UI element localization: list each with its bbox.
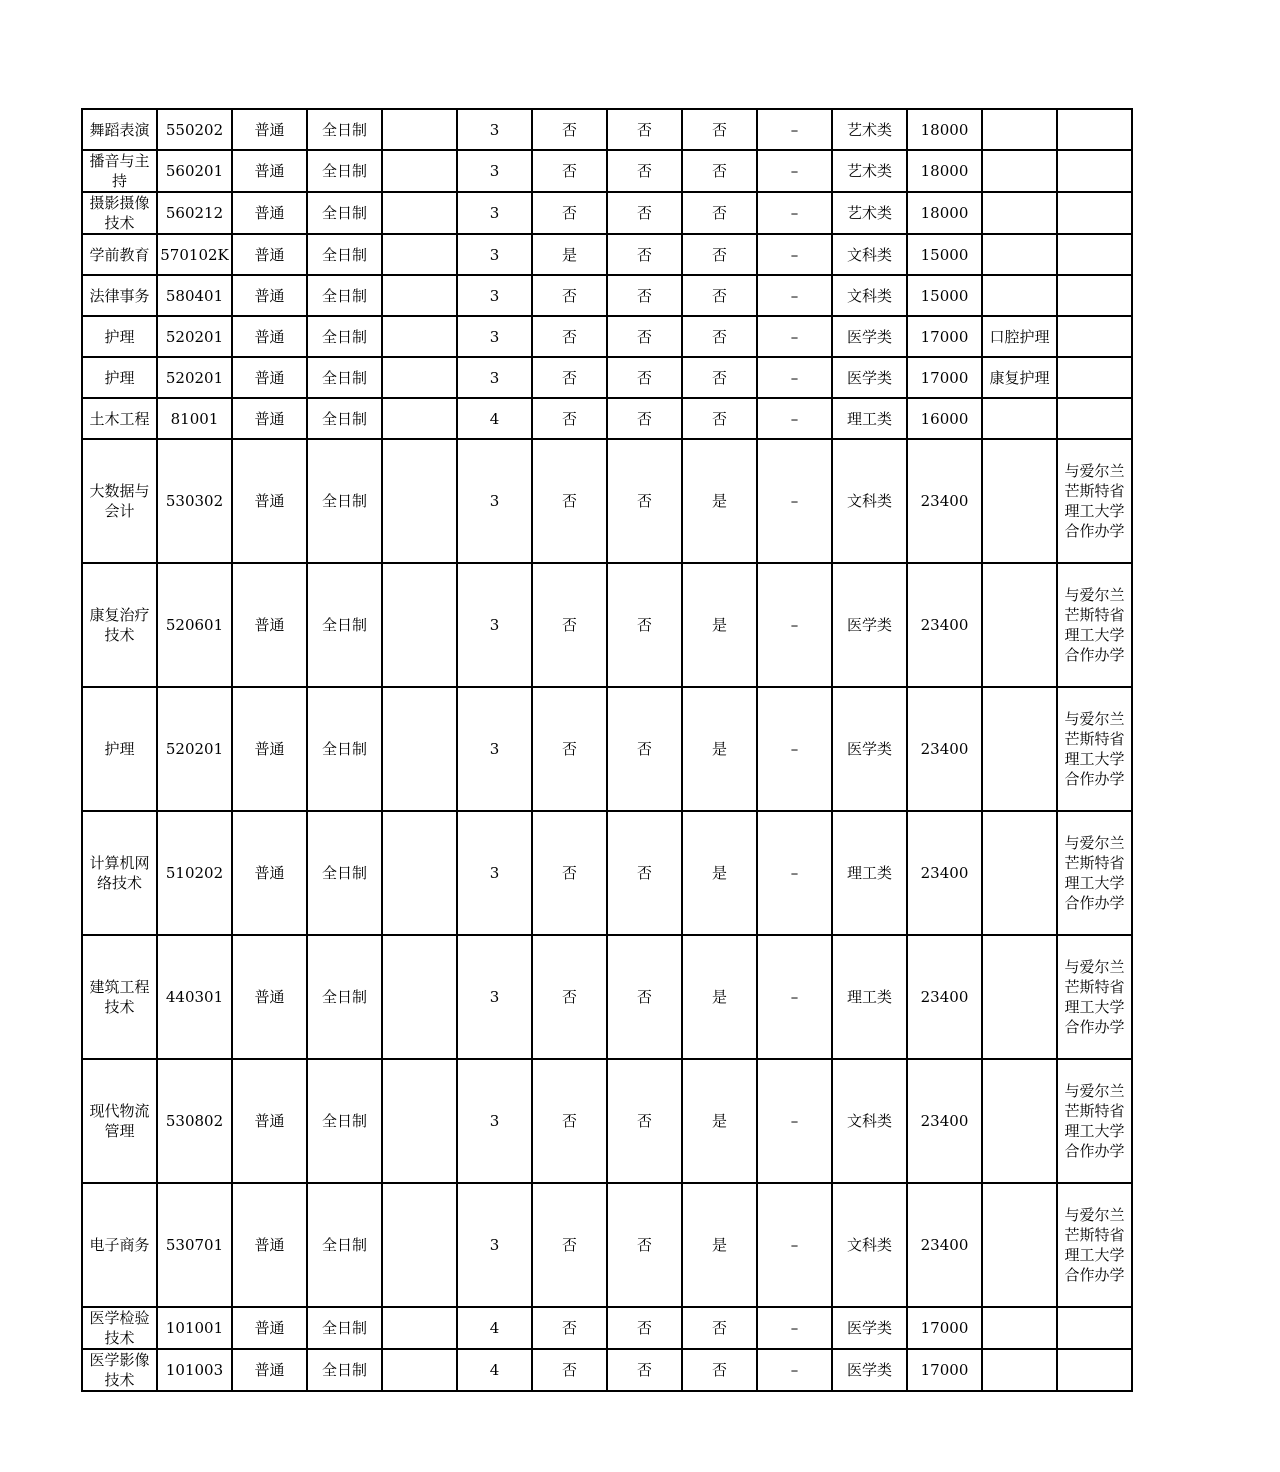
table-row [82,1059,1132,1183]
subject-category-cell: 文科类 [832,439,907,563]
dash-column-cell: – [757,687,832,811]
subject-category-cell: 理工类 [832,398,907,439]
program-table [81,108,1133,1392]
duration-years-cell: 3 [457,935,532,1059]
remark-cell: 与爱尔兰芒斯特省理工大学合作办学 [1057,1059,1132,1183]
remark-cell [1057,398,1132,439]
direction-cell [982,1183,1057,1307]
table-row [82,109,1132,150]
major-name-cell: 摄影摄像技术 [82,192,157,234]
tuition-fee-cell: 18000 [907,192,982,234]
major-code-cell: 530802 [157,1059,232,1183]
flag-a-cell: 否 [532,811,607,935]
direction-cell: 口腔护理 [982,316,1057,357]
major-code-cell: 570102K [157,234,232,275]
flag-b-cell: 否 [607,1349,682,1391]
education-type-cell: 普通 [232,1307,307,1349]
dash-column-cell: – [757,150,832,192]
tuition-fee-cell: 23400 [907,439,982,563]
flag-a-cell: 否 [532,150,607,192]
remark-cell [1057,1349,1132,1391]
study-mode-cell: 全日制 [307,275,382,316]
duration-years-cell: 3 [457,1183,532,1307]
study-mode-cell: 全日制 [307,192,382,234]
cooperation-flag-cell: 是 [682,935,757,1059]
flag-b-cell: 否 [607,316,682,357]
major-code-cell: 510202 [157,811,232,935]
remark-cell: 与爱尔兰芒斯特省理工大学合作办学 [1057,811,1132,935]
direction-cell [982,687,1057,811]
duration-years-cell: 3 [457,316,532,357]
dash-column-cell: – [757,109,832,150]
duration-years-cell: 3 [457,150,532,192]
education-type-cell: 普通 [232,192,307,234]
flag-b-cell: 否 [607,1183,682,1307]
blank-column-cell [382,316,457,357]
major-name-cell: 护理 [82,687,157,811]
major-name-cell: 舞蹈表演 [82,109,157,150]
blank-column-cell [382,1349,457,1391]
study-mode-cell: 全日制 [307,687,382,811]
remark-cell: 与爱尔兰芒斯特省理工大学合作办学 [1057,687,1132,811]
blank-column-cell [382,1059,457,1183]
study-mode-cell: 全日制 [307,1059,382,1183]
major-name-cell: 康复治疗技术 [82,563,157,687]
table-row [82,563,1132,687]
flag-b-cell: 否 [607,357,682,398]
major-name-cell: 电子商务 [82,1183,157,1307]
subject-category-cell: 文科类 [832,234,907,275]
table-row [82,398,1132,439]
dash-column-cell: – [757,1349,832,1391]
tuition-fee-cell: 18000 [907,109,982,150]
study-mode-cell: 全日制 [307,1349,382,1391]
dash-column-cell: – [757,1059,832,1183]
direction-cell [982,234,1057,275]
tuition-fee-cell: 23400 [907,687,982,811]
major-code-cell: 550202 [157,109,232,150]
tuition-fee-cell: 16000 [907,398,982,439]
flag-b-cell: 否 [607,1059,682,1183]
remark-cell: 与爱尔兰芒斯特省理工大学合作办学 [1057,439,1132,563]
blank-column-cell [382,439,457,563]
remark-cell: 与爱尔兰芒斯特省理工大学合作办学 [1057,1183,1132,1307]
flag-b-cell: 否 [607,439,682,563]
major-name-cell: 播音与主持 [82,150,157,192]
duration-years-cell: 3 [457,275,532,316]
blank-column-cell [382,234,457,275]
tuition-fee-cell: 23400 [907,811,982,935]
direction-cell [982,398,1057,439]
study-mode-cell: 全日制 [307,935,382,1059]
dash-column-cell: – [757,316,832,357]
duration-years-cell: 4 [457,1307,532,1349]
cooperation-flag-cell: 是 [682,1059,757,1183]
direction-cell [982,192,1057,234]
direction-cell: 康复护理 [982,357,1057,398]
education-type-cell: 普通 [232,109,307,150]
major-name-cell: 大数据与会计 [82,439,157,563]
remark-cell [1057,109,1132,150]
direction-cell [982,935,1057,1059]
cooperation-flag-cell: 否 [682,1307,757,1349]
blank-column-cell [382,1307,457,1349]
tuition-fee-cell: 17000 [907,1349,982,1391]
cooperation-flag-cell: 是 [682,687,757,811]
cooperation-flag-cell: 否 [682,150,757,192]
subject-category-cell: 医学类 [832,687,907,811]
remark-cell [1057,150,1132,192]
dash-column-cell: – [757,1307,832,1349]
education-type-cell: 普通 [232,811,307,935]
cooperation-flag-cell: 否 [682,109,757,150]
blank-column-cell [382,398,457,439]
education-type-cell: 普通 [232,275,307,316]
major-code-cell: 560201 [157,150,232,192]
major-code-cell: 580401 [157,275,232,316]
cooperation-flag-cell: 是 [682,439,757,563]
table-row [82,1307,1132,1349]
education-type-cell: 普通 [232,687,307,811]
duration-years-cell: 3 [457,234,532,275]
blank-column-cell [382,192,457,234]
remark-cell [1057,1307,1132,1349]
flag-a-cell: 否 [532,1183,607,1307]
major-name-cell: 建筑工程技术 [82,935,157,1059]
table-row [82,234,1132,275]
cooperation-flag-cell: 是 [682,563,757,687]
duration-years-cell: 3 [457,357,532,398]
cooperation-flag-cell: 是 [682,1183,757,1307]
tuition-fee-cell: 23400 [907,1183,982,1307]
table-row [82,1183,1132,1307]
major-code-cell: 520201 [157,687,232,811]
cooperation-flag-cell: 否 [682,234,757,275]
cooperation-flag-cell: 否 [682,316,757,357]
study-mode-cell: 全日制 [307,1183,382,1307]
major-name-cell: 医学影像技术 [82,1349,157,1391]
subject-category-cell: 艺术类 [832,109,907,150]
subject-category-cell: 理工类 [832,935,907,1059]
major-code-cell: 101001 [157,1307,232,1349]
tuition-fee-cell: 23400 [907,935,982,1059]
flag-b-cell: 否 [607,192,682,234]
subject-category-cell: 文科类 [832,1183,907,1307]
major-name-cell: 法律事务 [82,275,157,316]
dash-column-cell: – [757,1183,832,1307]
education-type-cell: 普通 [232,1183,307,1307]
flag-b-cell: 否 [607,687,682,811]
education-type-cell: 普通 [232,563,307,687]
major-code-cell: 81001 [157,398,232,439]
tuition-fee-cell: 15000 [907,275,982,316]
blank-column-cell [382,563,457,687]
direction-cell [982,563,1057,687]
cooperation-flag-cell: 否 [682,398,757,439]
remark-cell: 与爱尔兰芒斯特省理工大学合作办学 [1057,935,1132,1059]
tuition-fee-cell: 23400 [907,563,982,687]
study-mode-cell: 全日制 [307,439,382,563]
major-name-cell: 计算机网络技术 [82,811,157,935]
subject-category-cell: 理工类 [832,811,907,935]
direction-cell [982,439,1057,563]
tuition-fee-cell: 23400 [907,1059,982,1183]
direction-cell [982,150,1057,192]
major-code-cell: 440301 [157,935,232,1059]
major-name-cell: 学前教育 [82,234,157,275]
flag-a-cell: 否 [532,192,607,234]
tuition-fee-cell: 15000 [907,234,982,275]
duration-years-cell: 3 [457,687,532,811]
blank-column-cell [382,150,457,192]
subject-category-cell: 文科类 [832,1059,907,1183]
education-type-cell: 普通 [232,1059,307,1183]
study-mode-cell: 全日制 [307,398,382,439]
table-row [82,439,1132,563]
flag-b-cell: 否 [607,275,682,316]
table-row [82,935,1132,1059]
major-code-cell: 101003 [157,1349,232,1391]
flag-a-cell: 否 [532,563,607,687]
remark-cell: 与爱尔兰芒斯特省理工大学合作办学 [1057,563,1132,687]
blank-column-cell [382,109,457,150]
education-type-cell: 普通 [232,357,307,398]
education-type-cell: 普通 [232,150,307,192]
table-row [82,316,1132,357]
subject-category-cell: 艺术类 [832,150,907,192]
remark-cell [1057,234,1132,275]
flag-b-cell: 否 [607,563,682,687]
flag-a-cell: 否 [532,1349,607,1391]
duration-years-cell: 3 [457,1059,532,1183]
tuition-fee-cell: 17000 [907,357,982,398]
flag-a-cell: 否 [532,109,607,150]
major-code-cell: 530701 [157,1183,232,1307]
subject-category-cell: 医学类 [832,357,907,398]
major-name-cell: 护理 [82,357,157,398]
flag-a-cell: 否 [532,687,607,811]
dash-column-cell: – [757,563,832,687]
table-row [82,357,1132,398]
dash-column-cell: – [757,192,832,234]
study-mode-cell: 全日制 [307,150,382,192]
blank-column-cell [382,935,457,1059]
flag-b-cell: 否 [607,811,682,935]
subject-category-cell: 医学类 [832,1307,907,1349]
table-row [82,150,1132,192]
study-mode-cell: 全日制 [307,563,382,687]
duration-years-cell: 3 [457,811,532,935]
table-row [82,275,1132,316]
blank-column-cell [382,811,457,935]
study-mode-cell: 全日制 [307,811,382,935]
blank-column-cell [382,357,457,398]
education-type-cell: 普通 [232,316,307,357]
major-name-cell: 护理 [82,316,157,357]
flag-b-cell: 否 [607,398,682,439]
table-row [82,687,1132,811]
direction-cell [982,1349,1057,1391]
subject-category-cell: 医学类 [832,563,907,687]
blank-column-cell [382,1183,457,1307]
tuition-fee-cell: 17000 [907,1307,982,1349]
flag-a-cell: 否 [532,439,607,563]
major-code-cell: 520201 [157,357,232,398]
major-name-cell: 现代物流管理 [82,1059,157,1183]
flag-a-cell: 否 [532,357,607,398]
flag-a-cell: 否 [532,1059,607,1183]
major-code-cell: 520201 [157,316,232,357]
study-mode-cell: 全日制 [307,109,382,150]
tuition-fee-cell: 17000 [907,316,982,357]
major-code-cell: 520601 [157,563,232,687]
flag-b-cell: 否 [607,109,682,150]
flag-a-cell: 否 [532,1307,607,1349]
blank-column-cell [382,687,457,811]
duration-years-cell: 4 [457,1349,532,1391]
direction-cell [982,1059,1057,1183]
subject-category-cell: 医学类 [832,1349,907,1391]
remark-cell [1057,192,1132,234]
duration-years-cell: 3 [457,439,532,563]
flag-b-cell: 否 [607,1307,682,1349]
direction-cell [982,811,1057,935]
subject-category-cell: 医学类 [832,316,907,357]
dash-column-cell: – [757,935,832,1059]
flag-a-cell: 否 [532,316,607,357]
major-code-cell: 560212 [157,192,232,234]
table-row [82,192,1132,234]
flag-b-cell: 否 [607,935,682,1059]
duration-years-cell: 3 [457,109,532,150]
flag-b-cell: 否 [607,150,682,192]
cooperation-flag-cell: 否 [682,275,757,316]
direction-cell [982,275,1057,316]
study-mode-cell: 全日制 [307,357,382,398]
cooperation-flag-cell: 是 [682,811,757,935]
study-mode-cell: 全日制 [307,234,382,275]
duration-years-cell: 4 [457,398,532,439]
flag-a-cell: 是 [532,234,607,275]
direction-cell [982,1307,1057,1349]
table-row [82,1349,1132,1391]
blank-column-cell [382,275,457,316]
dash-column-cell: – [757,234,832,275]
dash-column-cell: – [757,811,832,935]
education-type-cell: 普通 [232,398,307,439]
subject-category-cell: 文科类 [832,275,907,316]
cooperation-flag-cell: 否 [682,192,757,234]
subject-category-cell: 艺术类 [832,192,907,234]
tuition-fee-cell: 18000 [907,150,982,192]
education-type-cell: 普通 [232,234,307,275]
education-type-cell: 普通 [232,439,307,563]
remark-cell [1057,316,1132,357]
education-type-cell: 普通 [232,935,307,1059]
remark-cell [1057,357,1132,398]
dash-column-cell: – [757,398,832,439]
flag-a-cell: 否 [532,398,607,439]
duration-years-cell: 3 [457,192,532,234]
dash-column-cell: – [757,439,832,563]
duration-years-cell: 3 [457,563,532,687]
cooperation-flag-cell: 否 [682,357,757,398]
direction-cell [982,109,1057,150]
cooperation-flag-cell: 否 [682,1349,757,1391]
major-code-cell: 530302 [157,439,232,563]
study-mode-cell: 全日制 [307,316,382,357]
major-name-cell: 医学检验技术 [82,1307,157,1349]
study-mode-cell: 全日制 [307,1307,382,1349]
table-row [82,811,1132,935]
flag-a-cell: 否 [532,935,607,1059]
major-name-cell: 土木工程 [82,398,157,439]
dash-column-cell: – [757,275,832,316]
education-type-cell: 普通 [232,1349,307,1391]
remark-cell [1057,275,1132,316]
dash-column-cell: – [757,357,832,398]
flag-a-cell: 否 [532,275,607,316]
flag-b-cell: 否 [607,234,682,275]
